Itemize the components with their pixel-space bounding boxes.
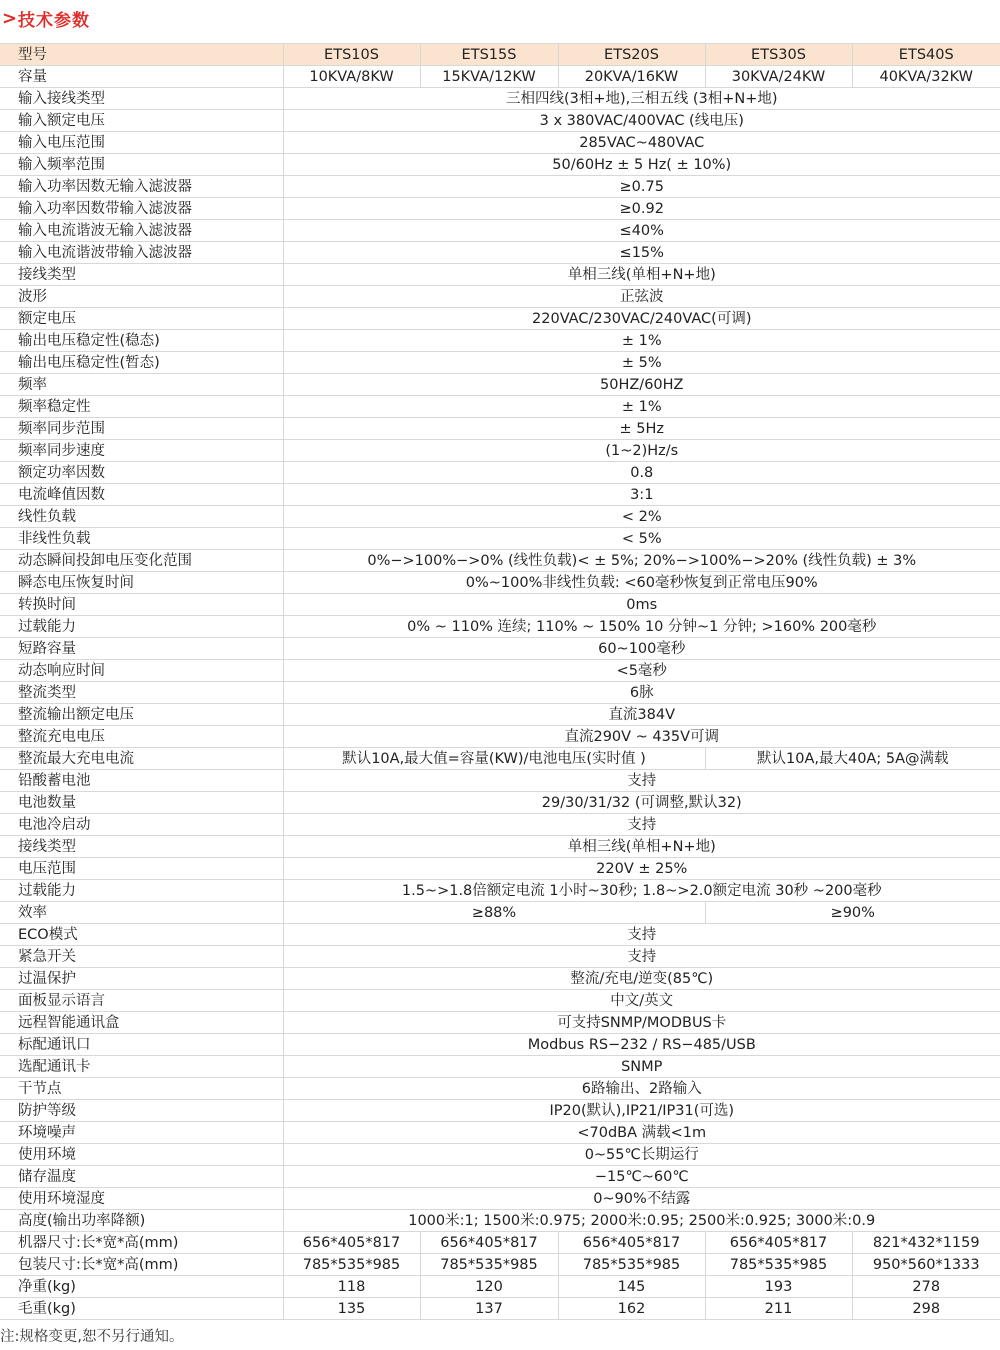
table-row xyxy=(0,1298,1000,1320)
row-value: 20KVA/16KW xyxy=(558,66,705,88)
row-label: 频率 xyxy=(0,374,283,396)
row-label: 干节点 xyxy=(0,1078,283,1100)
row-label: 过载能力 xyxy=(0,880,283,902)
table-row xyxy=(0,550,1000,572)
row-value: 656*405*817 xyxy=(420,1232,558,1254)
row-label: 输入电流谐波带输入滤波器 xyxy=(0,242,283,264)
row-value: 162 xyxy=(558,1298,705,1320)
table-row xyxy=(0,726,1000,748)
table-row xyxy=(0,176,1000,198)
row-value: 整流/充电/逆变(85℃) xyxy=(283,968,1000,990)
table-row xyxy=(0,154,1000,176)
row-value: 193 xyxy=(705,1276,852,1298)
row-value: 中文/英文 xyxy=(283,990,1000,1012)
row-label: 波形 xyxy=(0,286,283,308)
row-label: 铅酸蓄电池 xyxy=(0,770,283,792)
row-label: 输入额定电压 xyxy=(0,110,283,132)
table-row xyxy=(0,814,1000,836)
row-value: 0ms xyxy=(283,594,1000,616)
table-row xyxy=(0,374,1000,396)
table-row xyxy=(0,1254,1000,1276)
row-value: 50/60Hz ± 5 Hz( ± 10%) xyxy=(283,154,1000,176)
table-row xyxy=(0,418,1000,440)
row-value: 785*535*985 xyxy=(705,1254,852,1276)
spec-table xyxy=(0,43,1000,1320)
row-value: −15℃~60℃ xyxy=(283,1166,1000,1188)
row-value: 0~55℃长期运行 xyxy=(283,1144,1000,1166)
table-row xyxy=(0,704,1000,726)
section-header xyxy=(0,0,1000,36)
row-value: 单相三线(单相+N+地) xyxy=(283,836,1000,858)
table-row xyxy=(0,242,1000,264)
row-value: 120 xyxy=(420,1276,558,1298)
table-row xyxy=(0,528,1000,550)
row-value: 可支持SNMP/MODBUS卡 xyxy=(283,1012,1000,1034)
table-row xyxy=(0,286,1000,308)
row-value: 118 xyxy=(283,1276,420,1298)
table-row xyxy=(0,110,1000,132)
row-value: ≥0.92 xyxy=(283,198,1000,220)
row-value: ± 1% xyxy=(283,396,1000,418)
row-value: 3 x 380VAC/400VAC (线电压) xyxy=(283,110,1000,132)
row-label: 瞬态电压恢复时间 xyxy=(0,572,283,594)
row-value: 785*535*985 xyxy=(558,1254,705,1276)
row-label: 整流充电电压 xyxy=(0,726,283,748)
table-row xyxy=(0,506,1000,528)
row-value: <5毫秒 xyxy=(283,660,1000,682)
table-header-row xyxy=(0,44,1000,66)
row-label: 转换时间 xyxy=(0,594,283,616)
table-row xyxy=(0,1276,1000,1298)
row-label: 输入功率因数带输入滤波器 xyxy=(0,198,283,220)
row-value: SNMP xyxy=(283,1056,1000,1078)
row-label: 输入接线类型 xyxy=(0,88,283,110)
row-label: 接线类型 xyxy=(0,264,283,286)
row-value: 135 xyxy=(283,1298,420,1320)
table-row xyxy=(0,264,1000,286)
row-value: 直流384V xyxy=(283,704,1000,726)
row-value: ± 5% xyxy=(283,352,1000,374)
table-row xyxy=(0,638,1000,660)
table-row xyxy=(0,1012,1000,1034)
row-value: 默认10A,最大值=容量(KW)/电池电压(实时值 ) xyxy=(283,748,705,770)
row-value: 支持 xyxy=(283,924,1000,946)
table-row xyxy=(0,770,1000,792)
row-value: 785*535*985 xyxy=(283,1254,420,1276)
row-value: 0~90%不结露 xyxy=(283,1188,1000,1210)
table-row xyxy=(0,616,1000,638)
row-label: 储存温度 xyxy=(0,1166,283,1188)
row-value: 0% ~ 110% 连续; 110% ~ 150% 10 分钟~1 分钟; >160% 200毫秒 xyxy=(283,616,1000,638)
row-value: 220V ± 25% xyxy=(283,858,1000,880)
table-row xyxy=(0,484,1000,506)
section-title: 技术参数 xyxy=(18,10,90,31)
row-value: 656*405*817 xyxy=(283,1232,420,1254)
row-value: 6脉 xyxy=(283,682,1000,704)
chevron-right-icon: > xyxy=(2,7,18,29)
row-value: 正弦波 xyxy=(283,286,1000,308)
row-value: 220VAC/230VAC/240VAC(可调) xyxy=(283,308,1000,330)
row-value: 821*432*1159 xyxy=(852,1232,1000,1254)
row-label: 电压范围 xyxy=(0,858,283,880)
table-row xyxy=(0,902,1000,924)
table-row xyxy=(0,924,1000,946)
row-label: 面板显示语言 xyxy=(0,990,283,1012)
row-value: 278 xyxy=(852,1276,1000,1298)
row-value: 40KVA/32KW xyxy=(852,66,1000,88)
row-label: 电流峰值因数 xyxy=(0,484,283,506)
table-row xyxy=(0,1144,1000,1166)
row-value: ± 1% xyxy=(283,330,1000,352)
table-row xyxy=(0,1100,1000,1122)
table-row xyxy=(0,132,1000,154)
row-value: 直流290V ~ 435V可调 xyxy=(283,726,1000,748)
table-row xyxy=(0,946,1000,968)
row-label: 输入电流谐波无输入滤波器 xyxy=(0,220,283,242)
row-value: < 5% xyxy=(283,528,1000,550)
row-value: Modbus RS−232 / RS−485/USB xyxy=(283,1034,1000,1056)
row-label: 标配通讯口 xyxy=(0,1034,283,1056)
row-label: 输入电压范围 xyxy=(0,132,283,154)
row-label: 高度(输出功率降额) xyxy=(0,1210,283,1232)
table-row xyxy=(0,1078,1000,1100)
row-label: 输出电压稳定性(稳态) xyxy=(0,330,283,352)
row-label: 整流最大充电电流 xyxy=(0,748,283,770)
row-value: 1.5~>1.8倍额定电流 1小时~30秒; 1.8~>2.0额定电流 30秒 ~200毫秒 xyxy=(283,880,1000,902)
row-value: 默认10A,最大40A; 5A@满载 xyxy=(705,748,1000,770)
row-label: 动态瞬间投卸电压变化范围 xyxy=(0,550,283,572)
table-row xyxy=(0,1210,1000,1232)
row-value: IP20(默认),IP21/IP31(可选) xyxy=(283,1100,1000,1122)
row-label: 容量 xyxy=(0,66,283,88)
row-value: ± 5Hz xyxy=(283,418,1000,440)
row-value: 60~100毫秒 xyxy=(283,638,1000,660)
row-label: 非线性负载 xyxy=(0,528,283,550)
row-value: <70dBA 满载<1m xyxy=(283,1122,1000,1144)
model-header-cell: ETS10S xyxy=(283,44,420,66)
row-label: 整流输出额定电压 xyxy=(0,704,283,726)
row-value: 0.8 xyxy=(283,462,1000,484)
row-value: 785*535*985 xyxy=(420,1254,558,1276)
row-value: 1000米:1; 1500米:0.975; 2000米:0.95; 2500米:0.925; 3000米:0.9 xyxy=(283,1210,1000,1232)
row-value: 50HZ/60HZ xyxy=(283,374,1000,396)
table-row xyxy=(0,66,1000,88)
row-value: < 2% xyxy=(283,506,1000,528)
table-row xyxy=(0,880,1000,902)
model-header-cell: ETS20S xyxy=(558,44,705,66)
row-label: 过温保护 xyxy=(0,968,283,990)
row-value: 656*405*817 xyxy=(705,1232,852,1254)
table-row xyxy=(0,462,1000,484)
row-label: 过载能力 xyxy=(0,616,283,638)
row-value: 3:1 xyxy=(283,484,1000,506)
row-value: ≤15% xyxy=(283,242,1000,264)
table-row xyxy=(0,1122,1000,1144)
row-value: ≥90% xyxy=(705,902,1000,924)
row-value: 285VAC~480VAC xyxy=(283,132,1000,154)
table-row xyxy=(0,352,1000,374)
row-label: 远程智能通讯盒 xyxy=(0,1012,283,1034)
row-label: 短路容量 xyxy=(0,638,283,660)
row-label: 使用环境 xyxy=(0,1144,283,1166)
row-label: 包装尺寸:长*宽*高(mm) xyxy=(0,1254,283,1276)
table-row xyxy=(0,594,1000,616)
row-value: 950*560*1333 xyxy=(852,1254,1000,1276)
table-row xyxy=(0,660,1000,682)
row-value: 10KVA/8KW xyxy=(283,66,420,88)
row-label: 整流类型 xyxy=(0,682,283,704)
table-row xyxy=(0,1232,1000,1254)
model-header-cell: ETS15S xyxy=(420,44,558,66)
table-row xyxy=(0,1166,1000,1188)
row-label: 电池冷启动 xyxy=(0,814,283,836)
row-value: ≥0.75 xyxy=(283,176,1000,198)
table-row xyxy=(0,1056,1000,1078)
row-label: 净重(kg) xyxy=(0,1276,283,1298)
row-label: 电池数量 xyxy=(0,792,283,814)
row-label: 使用环境湿度 xyxy=(0,1188,283,1210)
row-label: 输出电压稳定性(暂态) xyxy=(0,352,283,374)
row-value: 298 xyxy=(852,1298,1000,1320)
table-row xyxy=(0,88,1000,110)
row-label: 型号 xyxy=(0,44,283,66)
row-label: 额定功率因数 xyxy=(0,462,283,484)
row-label: 接线类型 xyxy=(0,836,283,858)
row-value: 145 xyxy=(558,1276,705,1298)
row-label: 线性负载 xyxy=(0,506,283,528)
row-value: ≤40% xyxy=(283,220,1000,242)
table-row xyxy=(0,990,1000,1012)
table-row xyxy=(0,1188,1000,1210)
row-value: 30KVA/24KW xyxy=(705,66,852,88)
table-row xyxy=(0,792,1000,814)
row-value: 15KVA/12KW xyxy=(420,66,558,88)
row-value: 支持 xyxy=(283,814,1000,836)
row-label: 紧急开关 xyxy=(0,946,283,968)
table-row xyxy=(0,330,1000,352)
table-row xyxy=(0,968,1000,990)
row-value: 支持 xyxy=(283,770,1000,792)
table-row xyxy=(0,572,1000,594)
table-row xyxy=(0,748,1000,770)
table-row xyxy=(0,440,1000,462)
table-row xyxy=(0,836,1000,858)
row-label: 频率稳定性 xyxy=(0,396,283,418)
row-value: (1~2)Hz/s xyxy=(283,440,1000,462)
row-value: 支持 xyxy=(283,946,1000,968)
row-value: 0%~100%非线性负载: <60毫秒恢复到正常电压90% xyxy=(283,572,1000,594)
row-value: 6路输出、2路输入 xyxy=(283,1078,1000,1100)
table-row xyxy=(0,308,1000,330)
table-row xyxy=(0,1034,1000,1056)
table-row xyxy=(0,396,1000,418)
row-value: 29/30/31/32 (可调整,默认32) xyxy=(283,792,1000,814)
table-row xyxy=(0,858,1000,880)
row-value: 三相四线(3相+地),三相五线 (3相+N+地) xyxy=(283,88,1000,110)
row-label: 输入功率因数无输入滤波器 xyxy=(0,176,283,198)
row-value: ≥88% xyxy=(283,902,705,924)
row-label: ECO模式 xyxy=(0,924,283,946)
spec-table-body xyxy=(0,44,1000,1320)
row-value: 137 xyxy=(420,1298,558,1320)
row-label: 防护等级 xyxy=(0,1100,283,1122)
row-label: 额定电压 xyxy=(0,308,283,330)
row-label: 动态响应时间 xyxy=(0,660,283,682)
row-value: 656*405*817 xyxy=(558,1232,705,1254)
row-label: 频率同步速度 xyxy=(0,440,283,462)
row-value: 211 xyxy=(705,1298,852,1320)
row-label: 机器尺寸:长*宽*高(mm) xyxy=(0,1232,283,1254)
row-value: 0%−>100%−>0% (线性负载)< ± 5%; 20%−>100%−>20% (线性负载) ± 3% xyxy=(283,550,1000,572)
footnote: 注:规格变更,恕不另行通知。 xyxy=(0,1329,184,1345)
row-label: 环境噪声 xyxy=(0,1122,283,1144)
row-label: 效率 xyxy=(0,902,283,924)
row-label: 输入频率范围 xyxy=(0,154,283,176)
table-row xyxy=(0,220,1000,242)
row-label: 选配通讯卡 xyxy=(0,1056,283,1078)
model-header-cell: ETS30S xyxy=(705,44,852,66)
model-header-cell: ETS40S xyxy=(852,44,1000,66)
table-row xyxy=(0,682,1000,704)
row-label: 频率同步范围 xyxy=(0,418,283,440)
row-value: 单相三线(单相+N+地) xyxy=(283,264,1000,286)
row-label: 毛重(kg) xyxy=(0,1298,283,1320)
table-row xyxy=(0,198,1000,220)
